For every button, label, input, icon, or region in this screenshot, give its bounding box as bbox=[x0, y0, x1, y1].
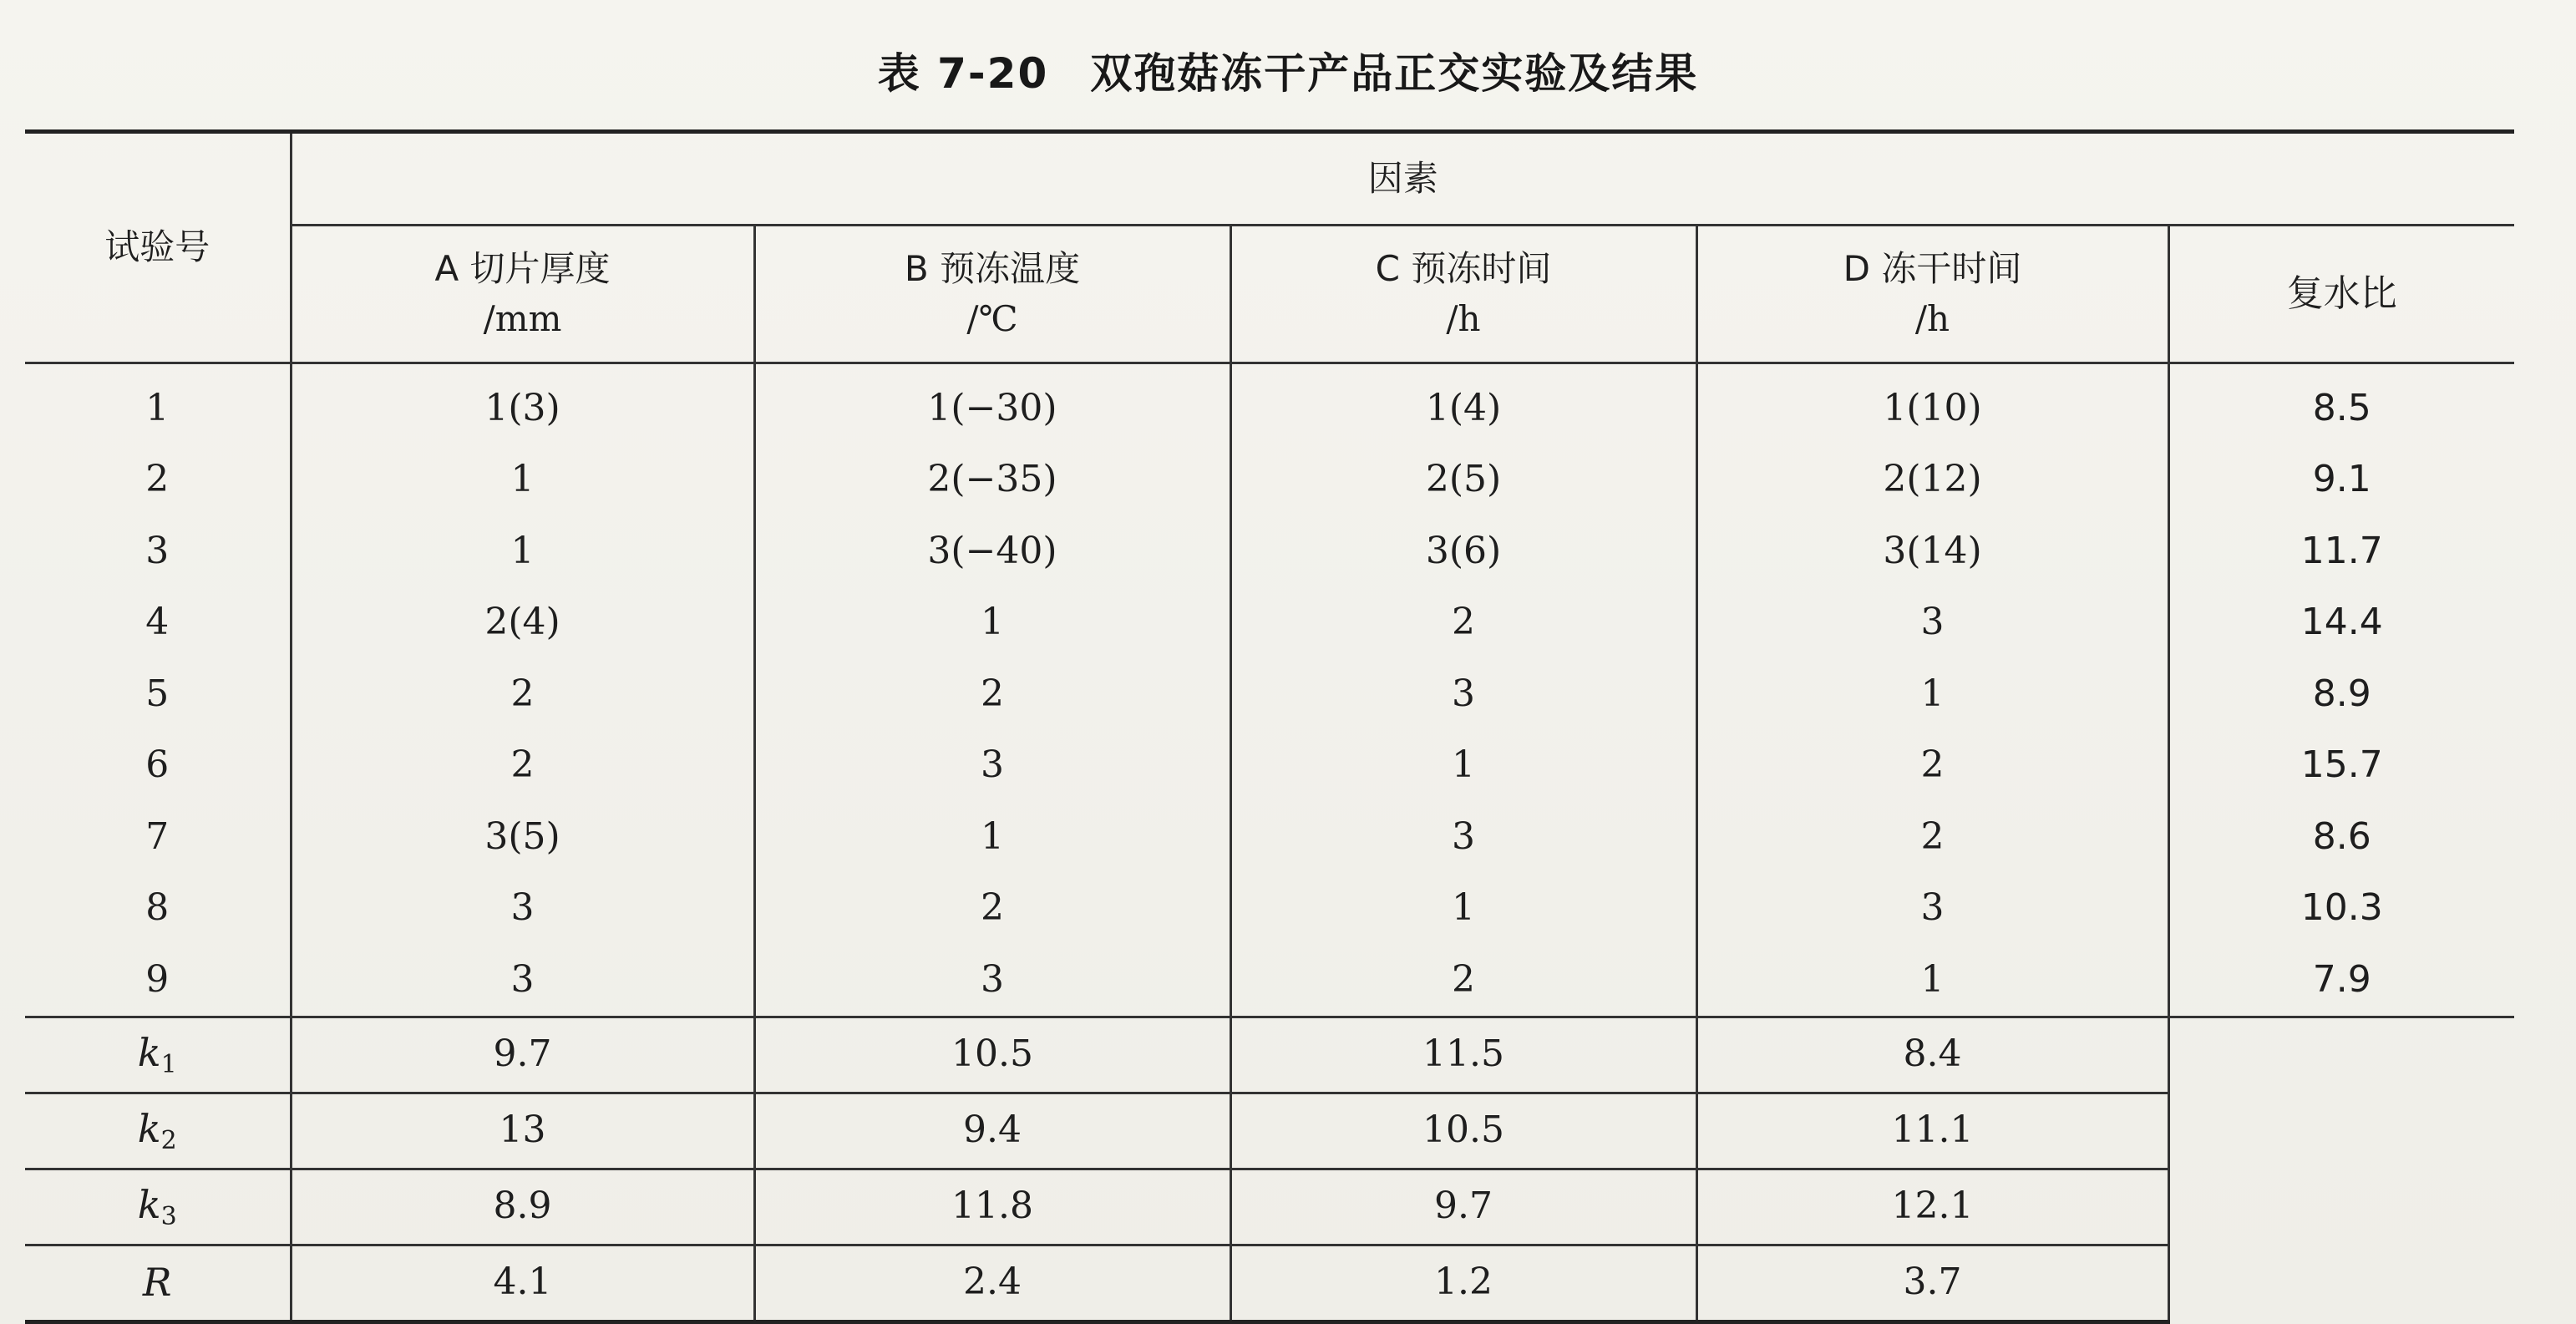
table-row bbox=[25, 873, 2514, 945]
table-row bbox=[25, 944, 2514, 1017]
cell-d: 1 bbox=[1696, 944, 2168, 1017]
cell-trial: 2 bbox=[145, 458, 170, 501]
cell-c: 1(4) bbox=[1230, 363, 1696, 444]
cell-c: 2 bbox=[1230, 944, 1696, 1017]
header-col-a-unit: /mm bbox=[483, 298, 562, 339]
cell-b: 1 bbox=[754, 587, 1230, 659]
header-col-b-unit: /℃ bbox=[966, 298, 1018, 339]
cell-c: 1.2 bbox=[1230, 1245, 1696, 1321]
table-row bbox=[25, 658, 2514, 730]
cell-b: 1(−30) bbox=[754, 363, 1230, 444]
cell-trial: 3 bbox=[145, 529, 170, 572]
summary-label-text: k bbox=[137, 1181, 161, 1227]
summary-label-subscript: 3 bbox=[160, 1201, 177, 1231]
cell-a: 3 bbox=[291, 873, 754, 945]
cell-d: 3 bbox=[1696, 873, 2168, 945]
cell-c: 2 bbox=[1230, 587, 1696, 659]
cell-c: 3 bbox=[1230, 801, 1696, 873]
table-number: 表 7-20 bbox=[877, 49, 1049, 98]
cell-ratio: 15.7 bbox=[2168, 730, 2514, 802]
table-row bbox=[25, 444, 2514, 516]
cell-d: 2 bbox=[1696, 730, 2168, 802]
summary-row-k2 bbox=[25, 1093, 2514, 1169]
cell-a: 13 bbox=[291, 1093, 754, 1169]
cell-b: 9.4 bbox=[754, 1093, 1230, 1169]
cell-trial: 6 bbox=[145, 743, 170, 787]
header-factors: 因素 bbox=[291, 132, 2514, 226]
summary-label-text: k bbox=[137, 1105, 161, 1151]
cell-ratio: 11.7 bbox=[2168, 515, 2514, 587]
summary-row-k3 bbox=[25, 1169, 2514, 1245]
cell-ratio: 8.9 bbox=[2168, 658, 2514, 730]
cell-a: 3 bbox=[291, 944, 754, 1017]
cell-b: 2.4 bbox=[754, 1245, 1230, 1321]
summary-label-text: R bbox=[142, 1260, 172, 1306]
cell-ratio: 10.3 bbox=[2168, 873, 2514, 945]
header-col-a bbox=[291, 226, 754, 363]
cell-trial: 9 bbox=[145, 957, 170, 1001]
cell-a: 2 bbox=[291, 730, 754, 802]
summary-label-subscript: 2 bbox=[160, 1125, 177, 1155]
cell-a: 1 bbox=[291, 444, 754, 516]
header-col-c bbox=[1230, 226, 1696, 363]
orthogonal-experiment-table bbox=[25, 129, 2514, 1324]
cell-d: 11.1 bbox=[1696, 1093, 2168, 1169]
cell-c: 11.5 bbox=[1230, 1017, 1696, 1093]
cell-b: 3(−40) bbox=[754, 515, 1230, 587]
table-title: 双孢菇冻干产品正交实验及结果 bbox=[1090, 49, 1699, 98]
cell-d: 1 bbox=[1696, 658, 2168, 730]
cell-trial: 1 bbox=[25, 363, 291, 444]
header-col-d-name: D 冻干时间 bbox=[1843, 247, 2022, 289]
table-row bbox=[25, 587, 2514, 659]
summary-ratio-empty bbox=[2168, 1017, 2514, 1321]
summary-label-subscript: 1 bbox=[160, 1049, 177, 1079]
cell-ratio: 14.4 bbox=[2168, 587, 2514, 659]
table-row bbox=[25, 363, 2514, 444]
cell-d: 12.1 bbox=[1696, 1169, 2168, 1245]
cell-b: 2 bbox=[754, 658, 1230, 730]
cell-c: 3(6) bbox=[1230, 515, 1696, 587]
cell-a: 1(3) bbox=[291, 363, 754, 444]
cell-trial: 7 bbox=[145, 814, 170, 858]
summary-label-r bbox=[25, 1245, 291, 1321]
cell-trial: 8 bbox=[145, 886, 170, 930]
summary-label-text: k bbox=[137, 1029, 161, 1075]
cell-a: 2(4) bbox=[291, 587, 754, 659]
cell-b: 3 bbox=[754, 730, 1230, 802]
table-row bbox=[25, 515, 2514, 587]
cell-c: 2(5) bbox=[1230, 444, 1696, 516]
header-col-a-name: A 切片厚度 bbox=[434, 247, 611, 289]
cell-d: 3(14) bbox=[1696, 515, 2168, 587]
header-rehydration-ratio: 复水比 bbox=[2168, 226, 2514, 363]
header-col-b bbox=[754, 226, 1230, 363]
cell-d: 1(10) bbox=[1696, 363, 2168, 444]
cell-b: 11.8 bbox=[754, 1169, 1230, 1245]
cell-d: 3.7 bbox=[1696, 1245, 2168, 1321]
cell-d: 8.4 bbox=[1696, 1017, 2168, 1093]
cell-a: 3(5) bbox=[291, 801, 754, 873]
cell-b: 2(−35) bbox=[754, 444, 1230, 516]
summary-label-k3 bbox=[25, 1169, 291, 1245]
cell-d: 3 bbox=[1696, 587, 2168, 659]
cell-trial: 5 bbox=[145, 672, 170, 715]
cell-ratio: 8.5 bbox=[2168, 363, 2514, 444]
cell-d: 2(12) bbox=[1696, 444, 2168, 516]
table-row bbox=[25, 730, 2514, 802]
cell-a: 2 bbox=[291, 658, 754, 730]
cell-a: 8.9 bbox=[291, 1169, 754, 1245]
cell-c: 10.5 bbox=[1230, 1093, 1696, 1169]
table-row bbox=[25, 801, 2514, 873]
cell-ratio: 8.6 bbox=[2168, 801, 2514, 873]
cell-b: 1 bbox=[754, 801, 1230, 873]
cell-d: 2 bbox=[1696, 801, 2168, 873]
summary-row-k1 bbox=[25, 1017, 2514, 1093]
header-col-d bbox=[1696, 226, 2168, 363]
header-col-b-name: B 预冻温度 bbox=[904, 247, 1081, 289]
header-col-c-name: C 预冻时间 bbox=[1375, 247, 1552, 289]
cell-a: 9.7 bbox=[291, 1017, 754, 1093]
header-row-factors bbox=[25, 132, 2514, 226]
header-col-d-unit: /h bbox=[1914, 298, 1950, 339]
cell-b: 10.5 bbox=[754, 1017, 1230, 1093]
summary-row-range bbox=[25, 1245, 2514, 1321]
header-row-columns bbox=[25, 226, 2514, 363]
summary-label-k1 bbox=[25, 1017, 291, 1093]
cell-ratio: 9.1 bbox=[2168, 444, 2514, 516]
cell-c: 3 bbox=[1230, 658, 1696, 730]
cell-c: 1 bbox=[1230, 873, 1696, 945]
cell-c: 1 bbox=[1230, 730, 1696, 802]
cell-a: 4.1 bbox=[291, 1245, 754, 1321]
header-col-c-unit: /h bbox=[1446, 298, 1481, 339]
cell-ratio: 7.9 bbox=[2168, 944, 2514, 1017]
header-trial-number: 试验号 bbox=[25, 132, 291, 363]
cell-c: 9.7 bbox=[1230, 1169, 1696, 1245]
cell-b: 2 bbox=[754, 873, 1230, 945]
cell-b: 3 bbox=[754, 944, 1230, 1017]
cell-a: 1 bbox=[291, 515, 754, 587]
summary-label-k2 bbox=[25, 1093, 291, 1169]
table-caption bbox=[0, 40, 2576, 100]
cell-trial: 4 bbox=[145, 601, 170, 644]
